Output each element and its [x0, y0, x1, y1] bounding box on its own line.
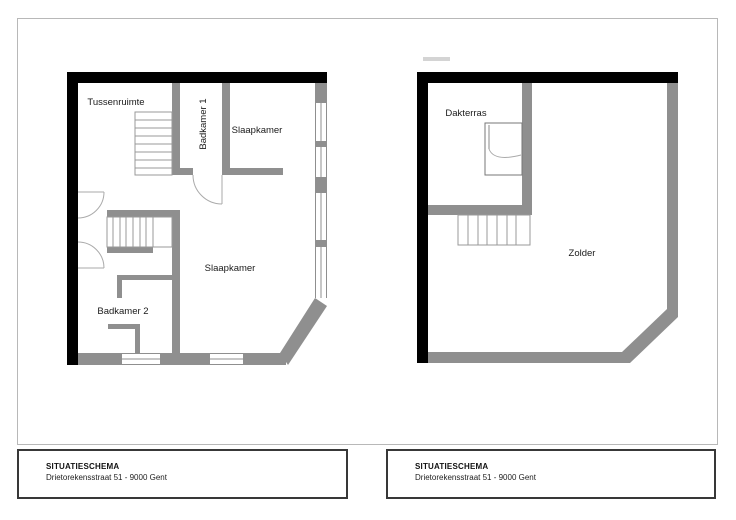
title-block-1 [17, 449, 348, 499]
wall-top [417, 72, 678, 83]
roof-edge [423, 57, 450, 61]
wall-dakterras-bottom [428, 205, 522, 215]
room-label-dakterras: Dakterras [445, 108, 487, 119]
wall-stair-bottom [107, 247, 153, 253]
room-label-slaapkamer-main: Slaapkamer [204, 263, 256, 274]
wall-chamfer [622, 309, 678, 363]
wall-badkamer2-top [117, 275, 172, 280]
wall-top [67, 72, 327, 83]
staircase-upper [135, 112, 172, 175]
room-label-badkamer1: Badkamer 1 [198, 98, 209, 150]
attic-plan [417, 57, 678, 363]
staircase-attic [458, 215, 530, 245]
wall-left [67, 72, 78, 365]
door-arc [78, 192, 104, 218]
stair-outline [458, 215, 530, 245]
wall-center-vertical [172, 210, 180, 353]
wall-slaapkamer-divider [230, 168, 283, 175]
first-floor-black-walls [67, 72, 327, 365]
wall-stair-badkamer1-left [172, 83, 180, 168]
staircase-lower [107, 217, 172, 247]
title-block-1-subtitle: Drietorekensstraat 51 - 9000 Gent [46, 473, 167, 482]
dakterras-door [485, 123, 522, 175]
title-block-1-title: SITUATIESCHEMA [46, 462, 120, 471]
wall-stair-top [107, 210, 180, 217]
wall-badkamer2-left [117, 275, 122, 298]
door-frame-box [485, 123, 522, 175]
room-label-badkamer2: Badkamer 2 [97, 306, 149, 317]
wall-chamfer [280, 298, 327, 365]
wall-right [667, 83, 678, 317]
room-label-zolder: Zolder [568, 248, 596, 259]
wall-bottom [428, 352, 630, 363]
wall-badkamer1-right [222, 83, 230, 175]
first-floor-plan [67, 72, 327, 365]
title-block-2-subtitle: Drietorekensstraat 51 - 9000 Gent [415, 473, 536, 482]
wall-left [417, 72, 428, 363]
room-label-tussenruimte: Tussenruimte [87, 97, 145, 108]
door-arc [78, 242, 104, 268]
title-block-2 [386, 449, 716, 499]
title-block-2-title: SITUATIESCHEMA [415, 462, 489, 471]
room-label-slaapkamer-top: Slaapkamer [231, 125, 283, 136]
wall-badkamer2-lower-v [135, 324, 140, 353]
first-floor-labels [87, 97, 282, 317]
wall-stub [172, 168, 193, 175]
door-arc [193, 175, 222, 204]
wall-bottom [78, 353, 286, 365]
wall-dakterras-right [522, 83, 532, 215]
